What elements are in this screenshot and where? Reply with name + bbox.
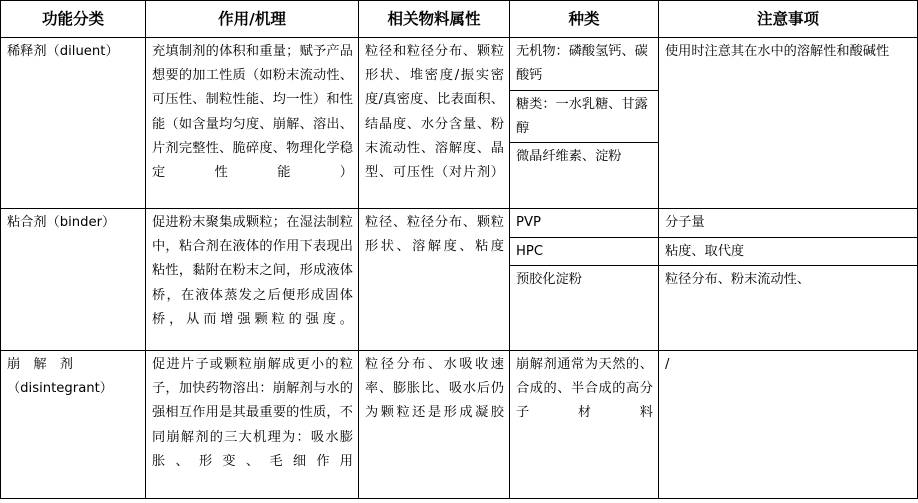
category-name: 崩 解 剂 [7,357,73,372]
mechanism-cell: 促进粉末聚集成颗粒；在湿法制粒中，粘合剂在液体的作用下表现出粘性，黏附在粉末之间，形成液体桥，在液体蒸发之后便形成固体桥，从而增强颗粒的强度。 [146,209,359,351]
attributes-cell: 粒径、粒径分布、颗粒形状、溶解度、粘度 [359,209,510,351]
notes-cell: 使用时注意其在水中的溶解性和酸碱性 [659,38,918,209]
type-item: 无机物：磷酸氢钙、碳酸钙 [516,44,648,84]
note-item: 粘度、取代度 [659,237,917,265]
note-item: 分子量 [665,215,705,230]
attributes-cell: 粒径和粒径分布、颗粒形状、堆密度/振实密度/真密度、比表面积、结晶度、水分含量、粉末流动性、溶解度、晶型、可压性（对片剂） [359,38,510,209]
category-cell: 稀释剂（diluent） [1,38,146,209]
note-item: 粒径分布、粉末流动性、 [659,265,917,294]
type-item: HPC [510,237,658,265]
mechanism-cell: 充填制剂的体积和重量；赋予产品想要的加工性质（如粉末流动性、可压性、制粒性能、均一性）和性能（如含量均匀度、崩解、溶出、片剂完整性、脆碎度、物理化学稳定性能） [146,38,359,209]
category-english: （disintegrant） [7,381,113,397]
type-item: PVP [516,215,541,230]
notes-cell: / [659,351,918,499]
types-cell: 崩解剂通常为天然的、合成的、半合成的高分子材料 [510,351,659,499]
header-notes: 注意事项 [659,1,918,38]
attributes-cell: 粒径分布、水吸收速率、膨胀比、吸水后仍为颗粒还是形成凝胶 [359,351,510,499]
types-cell [510,38,659,209]
notes-cell [659,209,918,351]
category-cell: 粘合剂（binder） [1,209,146,351]
category-cell [1,351,146,499]
types-cell [510,209,659,351]
type-item: 微晶纤维素、淀粉 [510,142,658,171]
mechanism-cell: 促进片子或颗粒崩解成更小的粒子，加快药物溶出：崩解剂与水的强相互作用是其最重要的性质，不同崩解剂的三大机理为：吸水膨胀、形变、毛细作用 [146,351,359,499]
header-types: 种类 [510,1,659,38]
type-item: 糖类：一水乳糖、甘露醇 [510,90,658,142]
table-row-disintegrant [1,351,918,499]
table-row-diluent [1,38,918,209]
header-attributes: 相关物料属性 [359,1,510,38]
header-row [1,1,918,38]
header-mechanism: 作用/机理 [146,1,359,38]
header-category: 功能分类 [1,1,146,38]
table-row-binder [1,209,918,351]
type-item: 预胶化淀粉 [510,265,658,294]
